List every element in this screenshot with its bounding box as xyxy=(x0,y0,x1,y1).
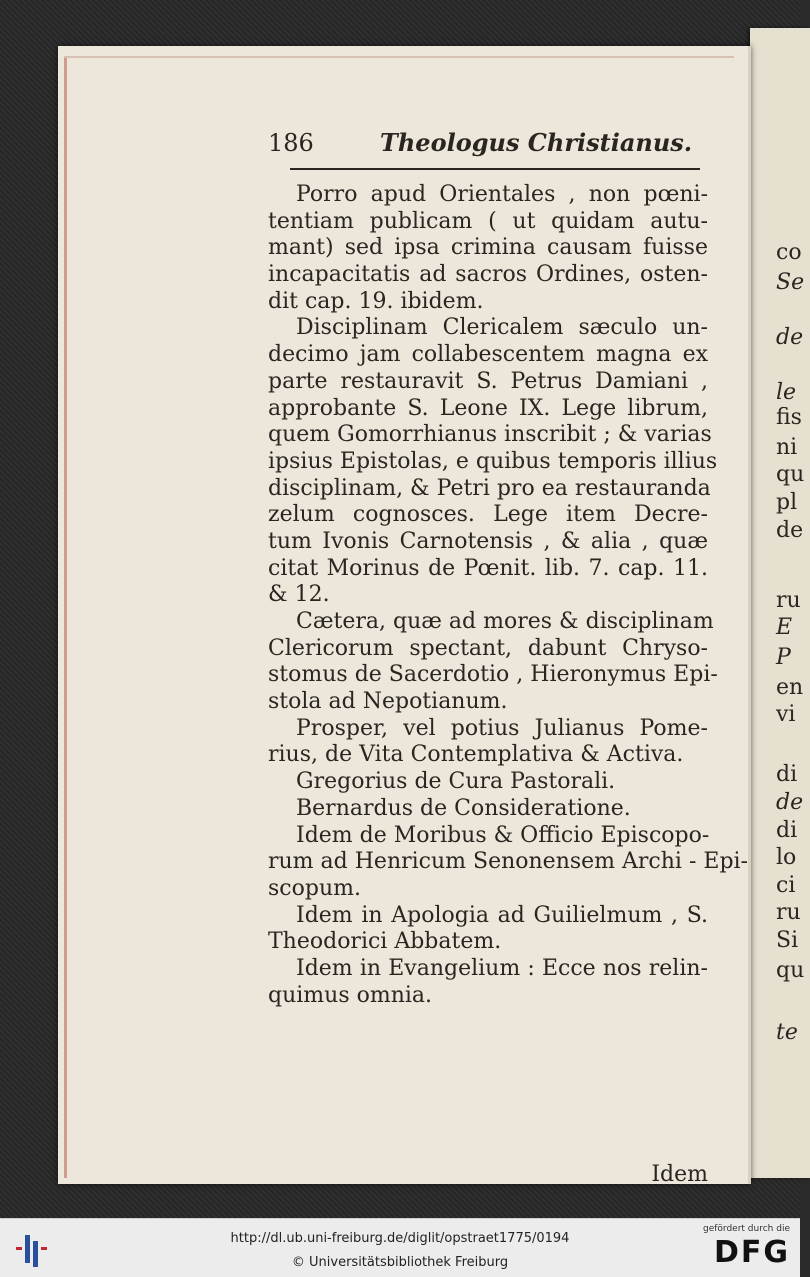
text-line: citat Morinus de Pœnit. lib. 7. cap. 11. xyxy=(268,555,708,581)
text-line: tum Ivonis Carnotensis , & alia , quæ xyxy=(268,528,708,554)
page-header xyxy=(268,120,708,156)
text-line: stola ad Nepotianum. xyxy=(268,689,508,715)
text-line: Theodorici Abbatem. xyxy=(268,929,502,955)
facing-page-fragment: di xyxy=(776,762,798,787)
text-line: rius, de Vita Contemplativa & Activa. xyxy=(268,742,684,768)
text-line: zelum cognosces. Lege item Decre- xyxy=(268,502,708,528)
facing-page-fragment: en xyxy=(776,675,804,700)
text-line: Bernardus de Consideratione. xyxy=(296,795,631,821)
text-line: dit cap. 19. ibidem. xyxy=(268,288,484,314)
page-margin-edge xyxy=(64,58,79,1178)
text-line: Disciplinam Clericalem sæculo un- xyxy=(296,315,708,341)
text-line: quem Gomorrhianus inscribit ; & varias xyxy=(268,422,712,448)
text-line: stomus de Sacerdotio , Hieronymus Epi- xyxy=(268,662,718,688)
text-line: Cætera, quæ ad mores & disciplinam xyxy=(296,609,714,634)
facing-page-fragment: Se xyxy=(776,270,805,295)
facing-page-fragment: ru xyxy=(776,900,801,925)
dfg-logo: DFG xyxy=(713,1235,790,1270)
text-line: mant) sed ipsa crimina causam fuisse xyxy=(268,235,708,261)
header-rule xyxy=(290,168,700,170)
text-line: ipsius Epistolas, e quibus temporis illius xyxy=(268,448,718,474)
text-line: tentiam publicam ( ut quidam autu- xyxy=(268,208,708,234)
catchword: Idem xyxy=(651,1162,708,1187)
text-line: parte restauravit S. Petrus Damiani , xyxy=(268,368,708,394)
facing-page-fragment: le xyxy=(776,380,797,405)
text-line: rum ad Henricum Senonensem Archi - Epi- xyxy=(268,849,748,875)
running-head: Theologus Christianus. xyxy=(380,128,693,157)
text-line: scopum. xyxy=(268,875,361,901)
sponsor-caption: gefördert durch die xyxy=(703,1224,790,1234)
text-line: disciplinam, & Petri pro ea restauranda xyxy=(268,475,711,501)
facing-page-fragment: P xyxy=(776,645,791,670)
text-line: quimus omnia. xyxy=(268,982,433,1008)
facing-page-fragment: pl xyxy=(776,490,798,515)
text-line: & 12. xyxy=(268,582,330,608)
facing-page-fragment: qu xyxy=(776,958,805,983)
facing-page-fragment: fis xyxy=(776,405,802,430)
facing-page-fragment: lo xyxy=(776,845,797,870)
copyright-notice: © Universitätsbibliothek Freiburg xyxy=(291,1255,509,1270)
facing-page-fragment: di xyxy=(776,818,798,843)
facing-page-fragment: Si xyxy=(776,928,799,953)
facing-page-fragment: de xyxy=(776,325,804,350)
page-number: 186 xyxy=(268,129,314,157)
viewer-footer xyxy=(0,1218,800,1277)
facing-page-fragment: co xyxy=(776,240,802,265)
text-line: Prosper, vel potius Julianus Pome- xyxy=(296,715,708,741)
text-line: Gregorius de Cura Pastorali. xyxy=(296,769,616,795)
text-line: Idem in Evangelium : Ecce nos relin- xyxy=(296,955,708,981)
text-line: decimo jam collabescentem magna ex xyxy=(268,342,708,368)
text-body xyxy=(268,182,748,1009)
facing-page-fragment: de xyxy=(776,790,804,815)
text-line: Idem de Moribus & Officio Episcopo- xyxy=(296,822,710,848)
facing-page-fragment: ni xyxy=(776,435,798,460)
facing-page-fragment: qu xyxy=(776,462,805,487)
facing-page-fragment: vi xyxy=(776,702,796,727)
facing-page-fragment: ru xyxy=(776,588,801,613)
text-line: Porro apud Orientales , non pœni- xyxy=(296,182,708,207)
text-line: approbante S. Leone IX. Lege librum, xyxy=(268,395,708,421)
facing-page-fragment: de xyxy=(776,518,804,543)
document-url-link[interactable]: http://dl.ub.uni-freiburg.de/diglit/opstraet1775/0194 xyxy=(230,1231,570,1246)
facing-page-fragment: E xyxy=(776,615,793,640)
text-line: Idem in Apologia ad Guilielmum , S. xyxy=(296,902,708,928)
text-line: incapacitatis ad sacros Ordines, osten- xyxy=(268,262,708,288)
text-line: Clericorum spectant, dabunt Chryso- xyxy=(268,635,708,661)
page-top-edge xyxy=(64,56,734,58)
page-text xyxy=(268,120,748,1187)
facing-page-fragment: te xyxy=(776,1020,798,1045)
facing-page-fragment: ci xyxy=(776,873,796,898)
